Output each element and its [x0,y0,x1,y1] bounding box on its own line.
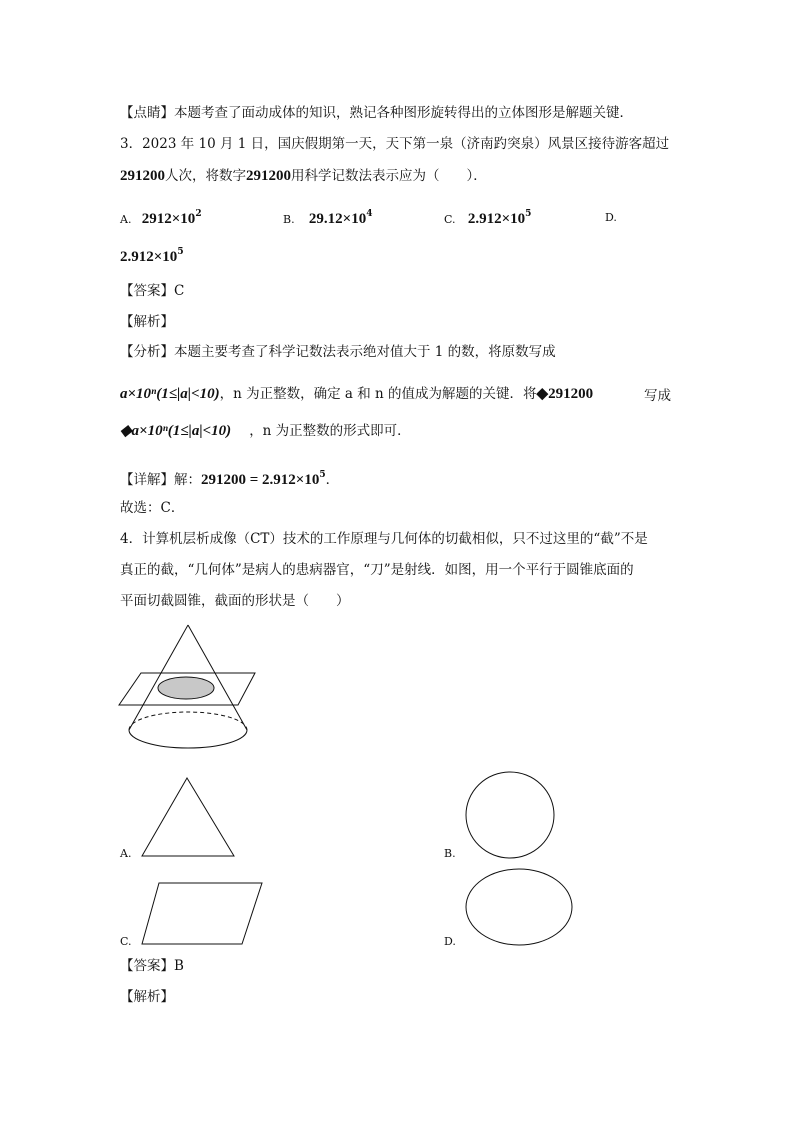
q4-answer: 【答案】B [120,958,184,974]
fenxi-line2-number: ◆291200 [536,386,594,402]
xiangjie-end: ． [325,472,340,488]
q4-stem-line1: 4．计算机层析成像（CT）技术的工作原理与几何体的切截相似，只不过这里的“截”不是 [120,531,648,547]
q3-xiangjie [120,465,339,490]
q3-stem-end: 用科学记数法表示应为（ ）． [291,168,487,184]
q4-option-b-label: B. [444,847,456,860]
cone-cross-section-figure [118,622,258,754]
xiangjie-math: 291200 = 2.912×10 [201,472,320,488]
q3-number: 291200 [120,168,165,184]
option-a-value: 2912×10 [141,211,196,227]
q3-fenxi-line1: 【分析】本题主要考查了科学记数法表示绝对值大于 1 的数，将原数写成 [120,344,556,360]
q3-fenxi-line3 [120,421,411,441]
q3-option-b [283,204,372,230]
q3-number-2: 291200 [246,168,291,184]
option-d-ellipse-shape [465,868,575,948]
formula-a-times-10n-2: ◆a×10ⁿ(1≤|a|<10) [120,423,232,439]
option-d-exp: 5 [177,247,184,257]
option-d-label: D. [605,211,617,224]
q4-option-c-label: C. [120,935,132,948]
option-a-triangle-shape [140,776,236,858]
option-c-label: C. [444,213,456,226]
dianjing-text: 【点睛】本题考查了面动成体的知识，熟记各种图形旋转得出的立体图形是解题关键． [120,105,633,121]
option-b-label: B. [283,213,295,226]
option-c-exp: 5 [525,209,532,219]
option-a-exp: 2 [195,209,202,219]
xiangjie-label: 【详解】解： [120,472,201,488]
q3-answer: 【答案】C [120,283,185,299]
option-b-exp: 4 [366,209,373,219]
q3-option-c [444,204,531,230]
fenxi-line3-end: ，n 为正整数的形式即可． [249,423,411,439]
fenxi-line2-end: 写成 [644,388,671,404]
fenxi-line2-text: ，n 为正整数，确定 a 和 n 的值成为解题的关键．将 [219,386,537,402]
option-c-parallelogram-shape [140,881,264,947]
q3-fenxi-line2 [120,384,593,404]
formula-a-times-10n: a×10ⁿ(1≤|a|<10) [120,386,220,402]
q3-guxuan: 故选：C． [120,500,185,516]
q3-jiexi: 【解析】 [120,314,174,330]
q3-option-a [120,204,202,230]
xiangjie-exp: 5 [319,470,326,480]
option-c-value: 2.912×10 [467,211,526,227]
q4-stem-line2: 真正的截，“几何体”是病人的患病器官，“刀”是射线．如图，用一个平行于圆锥底面的 [120,562,634,578]
q3-option-d-label-wrap [605,207,617,228]
option-a-label: A. [120,213,132,226]
q4-stem-line3: 平面切截圆锥，截面的形状是（ ） [120,593,350,609]
q3-stem-line1: 3．2023 年 10 月 1 日，国庆假期第一天，天下第一泉（济南趵突泉）风景区接待游客超过 [120,136,670,152]
option-b-circle-shape [465,771,557,861]
q4-option-d-label: D. [444,935,456,948]
q4-option-a-label: A. [120,847,132,860]
q4-jiexi: 【解析】 [120,989,174,1005]
q3-stem-mid: 人次，将数字 [165,168,246,184]
q3-stem-line2 [120,166,487,186]
q3-option-d [120,242,184,267]
option-b-value: 29.12×10 [308,211,367,227]
option-d-value: 2.912×10 [120,249,178,265]
